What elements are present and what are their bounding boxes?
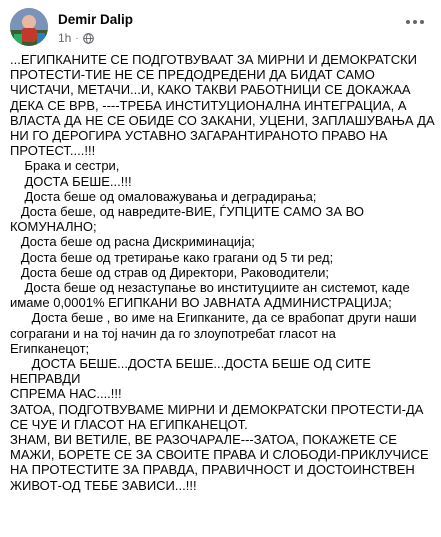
avatar-photo-icon	[10, 8, 48, 46]
post-line: Доста беше од незаступање во институциите ан системот, каде	[10, 280, 410, 296]
post-line: Доста беше од расна Дискриминација;	[10, 234, 255, 250]
post-line: НА ПРОТЕСТИТЕ ЗА ПРАВДА, ПРАВИЧНОСТ И ДОСТОИНСТВЕН	[10, 462, 415, 478]
post-line: ЖИВОТ-ОД ТЕБЕ ЗАВИСИ...!!!	[10, 477, 197, 493]
post-line: ПРОТЕСТ....!!!	[10, 143, 96, 159]
post-body	[10, 52, 435, 493]
post-line: сограгани и на тој начин да го злоупотребат гласот на	[10, 325, 336, 341]
more-dots-icon	[413, 20, 417, 24]
post-line: ЧИСТАЧИ, МЕТАЧИ...И, КАКО ТАКВИ РАБОТНИЦИ СЕ ДОКАЖАА	[10, 82, 411, 98]
more-dots-icon	[406, 20, 410, 24]
post-line: Египканецот;	[10, 340, 90, 356]
post-line: МАЖИ, БОРЕТЕ СЕ ЗА СВОИТЕ ПРАВА И СЛОБОДИ-ПРИКЛУЧИСЕ	[10, 447, 429, 463]
post-header	[10, 8, 431, 48]
post-line: Доста беше, од навредите-ВИЕ, ЃУПЦИТЕ САМО ЗА ВО	[10, 204, 364, 220]
post-line: ...ЕГИПКАНИТЕ СЕ ПОДГОТВУВААТ ЗА МИРНИ И ДЕМОКРАТСКИ	[10, 52, 418, 67]
post-line: имаме 0,0001% ЕГИПКАНИ ВО ЈАВНАТА АДМИНИСТРАЦИЈА;	[10, 295, 392, 311]
post-line: ВЛАСТА ДА НЕ СЕ ОБИДЕ СО ЗАКАНИ, УЦЕНИ, ЗАПЛАШУВАЊА ДА	[10, 112, 435, 128]
post-meta	[58, 31, 94, 45]
post-line: ДОСТА БЕШЕ...!!!	[10, 173, 132, 189]
post-line: Доста беше од омаловажувања и деградирања;	[10, 188, 317, 204]
post-line: Доста беше од третирање како грагани од 5 ти ред;	[10, 249, 334, 265]
post-line: СПРЕМА НАС....!!!	[10, 386, 122, 402]
post-line: КОМУНАЛНО;	[10, 219, 97, 235]
avatar[interactable]	[10, 8, 48, 46]
post-line: ПРОТЕСТИ-ТИЕ НЕ СЕ ПРЕДОДРЕДЕНИ ДА БИДАТ САМО	[10, 67, 375, 83]
post-line: Доста беше , во име на Египканите, да се врабопат други наши	[10, 310, 417, 326]
post-line: ДЕКА СЕ ВРВ, ----ТРЕБА ИНСТИТУЦИОНАЛНА ИНТЕГРАЦИА, А	[10, 97, 407, 113]
globe-icon[interactable]	[83, 33, 94, 44]
post-line: Доста беше од страв од Директори, Раководители;	[10, 264, 329, 280]
post-line: ЗАТОА, ПОДГОТВУВАМЕ МИРНИ И ДЕМОКРАТСКИ ПРОТЕСТИ-ДА	[10, 401, 424, 417]
post-line: ЗНАМ, ВИ ВЕТИЛЕ, ВЕ РАЗОЧАРАЛЕ---ЗАТОА, ПОКАЖЕТЕ СЕ	[10, 432, 397, 448]
post-time[interactable]: 1h	[58, 31, 72, 45]
post-line: Брака и сестри,	[10, 158, 120, 174]
post-line: НИ ГО ДЕРОГИРА УСТАВНО ЗАГАРАНТИРАНОТО ПРАВО НА	[10, 128, 388, 144]
meta-separator: ·	[75, 32, 79, 44]
more-dots-icon	[420, 20, 424, 24]
more-options-button[interactable]	[401, 12, 429, 32]
author-name[interactable]: Demir Dalip	[58, 12, 134, 27]
post-line: СЕ ЧУЕ И ГЛАСОТ НА ЕГИПКАНЕЦОТ.	[10, 416, 248, 432]
post-line: ДОСТА БЕШЕ...ДОСТА БЕШЕ...ДОСТА БЕШЕ ОД СИТЕ НЕПРАВДИ	[10, 356, 375, 387]
